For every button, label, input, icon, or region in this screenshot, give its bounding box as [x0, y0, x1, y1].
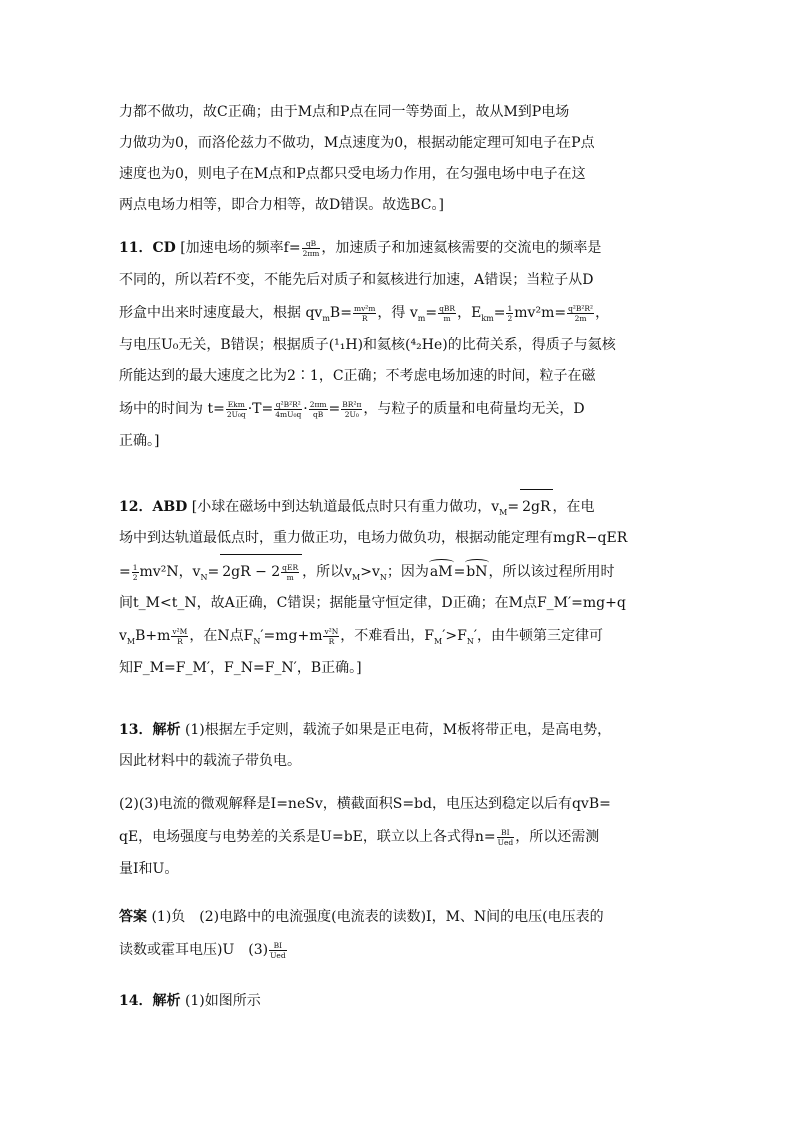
- fraction: $\frac{\text{BR²π}}{\text{2U₀}}$: [342, 399, 362, 419]
- question-number: 11．CD: [119, 240, 176, 256]
- square-root: 2gR − 2 $\frac{\text{qER}}{m}$: [220, 554, 302, 588]
- text-run: ，加速质子和加速氦核需要的交流电的频率是: [321, 240, 602, 256]
- fraction: $\frac{\text{v²M}}{R}$: [172, 626, 188, 646]
- fraction: $\frac{\text{q²B²R²}}{2m}$: [568, 303, 594, 323]
- text-line: 因此材料中的载流子带负电。: [119, 753, 301, 769]
- text-line: 正确。]: [119, 433, 160, 449]
- arc-symbol: bN: [465, 555, 488, 588]
- text-run: [加速电场的频率f=: [180, 240, 301, 256]
- text-line: 读数或霍耳电压)U (3) $\frac{BI}{\text{Ued}}$: [119, 940, 286, 960]
- fraction: $\frac{BI}{\text{Ued}}$: [497, 827, 514, 847]
- text-line: (2)(3)电流的微观解释是I=neSv，横截面积S=bd，电压达到稳定以后有qvB=: [119, 796, 611, 812]
- text-line: 答案 (1)负 (2)电路中的电流强度(电流表的读数)I，M、N间的电压(电压表的: [119, 909, 604, 925]
- fraction: $\frac{\text{qBR}}{m}$: [439, 303, 456, 323]
- text-line: 与电压U₀无关，B错误；根据质子(¹₁H)和氦核(⁴₂He)的比荷关系，得质子与氦核: [119, 337, 616, 353]
- text-line: 量I和U。: [119, 861, 179, 877]
- text-line: 速度也为0，则电子在M点和P点都只受电场力作用，在匀强电场中电子在这: [119, 166, 586, 182]
- text-line: 场中到达轨道最低点时，重力做正功，电场力做负功，根据动能定理有mgR−qER: [119, 530, 628, 546]
- fraction: $\frac{\text{v²N}}{R}$: [324, 626, 339, 646]
- square-root: 2gR: [520, 489, 552, 523]
- text-line: 知F_M=F_M′，F_N=F_N′，B正确。]: [119, 660, 362, 676]
- fraction: $\frac{\text{qER}}{m}$: [282, 562, 299, 582]
- text-line: 所能达到的最大速度之比为2∶1，C正确；不考虑电场加速的时间，粒子在磁: [119, 368, 596, 384]
- answer-13: [119, 902, 679, 967]
- solution-14: [119, 986, 679, 1017]
- text-line: 力做功为0，而洛伦兹力不做功，M点速度为0，根据动能定理可知电子在P点: [119, 135, 595, 151]
- solution-13: [119, 715, 679, 885]
- text-line: 不同的，所以若f不变，不能先后对质子和氦核进行加速，A错误；当粒子从D: [119, 272, 594, 288]
- solution-11: [119, 231, 679, 457]
- text-line: qE，电场强度与电势差的关系是U=bE，联立以上各式得n= $\frac{BI}{\text{Ued}}$ ，所以还需测: [119, 827, 600, 847]
- fraction: $\frac{1}{2}$: [507, 303, 513, 323]
- text-line: $v_MB+m$ $\frac{\text{v²M}}{R}$ ，在N点$F_N'=mg+m$ $\frac{\text{v²N}}{R}$ ，不难看出，$F_M'>F_N'$，由牛顿第三定律可: [119, 626, 604, 646]
- text-line: 两点电场力相等，即合力相等，故D错误。故选BC。]: [119, 197, 444, 213]
- fraction: $\frac{\text{q²B²R²}}{\text{4mU₀q}}$: [275, 399, 302, 419]
- text-line: 12．ABD [小球在磁场中到达轨道最低点时只有重力做功，$v_M= 2gR$ ，在电: [119, 489, 679, 523]
- text-line: 力都不做功，故C正确；由于M点和P点在同一等势面上，故从M到P电场: [119, 104, 570, 120]
- text-line: 13．解析 (1)根据左手定则，载流子如果是正电荷，M板将带正电，是高电势，: [119, 722, 612, 738]
- solution-10-continuation: [119, 97, 679, 221]
- text-line: 场中的时间为 t= $\frac{\text{Ekm}}{\text{2U₀q}}$ ·T= $\frac{\text{q²B²R²}}{\text{4mU₀q}}$ · $\frac{2\pi m}{qB}$ = $\frac{\text{BR²π}}{\text{2U₀}}$ ，与粒子的质量和电荷量均无关，D: [119, 399, 585, 419]
- arc-symbol: aM: [429, 555, 454, 588]
- text-line: 形盒中出来时速度最大，根据 $qv_mB=$ $\frac{\text{mv²m}}{R}$ ，得 $v_m=$ $\frac{\text{qBR}}{m}$ ，$E_{km}=$ $\frac{1}{2}$ mv²m= $\frac{\text{q²B²R²}}{2m}$ ，: [119, 303, 610, 323]
- text-line: = $\frac{1}{2}$ mv²N，$v_N= 2gR - 2$ $\frac{\text{qER}}{m}$ ，所以$v_M>v_N$；因为aM=bN，所以该过程所用时: [119, 554, 679, 588]
- text-line: [119, 231, 679, 265]
- question-number: 12．ABD: [119, 499, 188, 515]
- question-number: 13．解析: [119, 722, 181, 738]
- answer-label: 答案: [119, 909, 147, 925]
- fraction: $\frac{BI}{\text{Ued}}$: [270, 940, 286, 960]
- fraction: $\frac{qB}{2\pi m}$: [302, 238, 320, 258]
- solution-12: [119, 489, 679, 684]
- question-number: 14．解析: [119, 993, 181, 1009]
- text-line: 间t_M<t_N，故A正确，C错误；据能量守恒定律，D正确；在M点F_M′=mg+q: [119, 595, 626, 611]
- fraction: $\frac{\text{mv²m}}{R}$: [353, 303, 376, 323]
- fraction: $\frac{1}{2}$: [132, 562, 138, 582]
- text-line: 14．解析 (1)如图所示: [119, 993, 261, 1009]
- fraction: $\frac{\text{Ekm}}{\text{2U₀q}}$: [226, 399, 246, 419]
- fraction: $\frac{2\pi m}{qB}$: [309, 399, 327, 419]
